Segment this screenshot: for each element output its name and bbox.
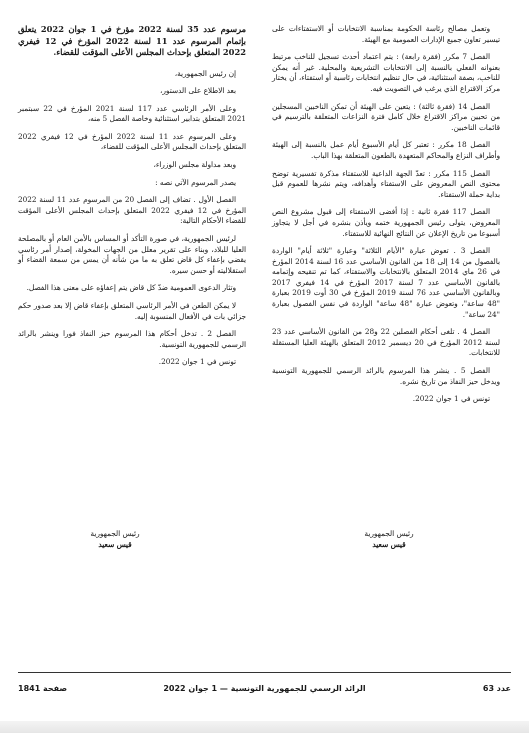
signature-block bbox=[329, 528, 449, 550]
paragraph: وعلى المرسوم عدد 11 لسنة 2022 المؤرخ في 12 فيفري 2022 المتعلق بإحداث المجلس الأعلى المؤقت للقضاء، bbox=[18, 131, 246, 152]
paragraph: الفصل الأول . تضاف إلى الفصل 20 من المرسوم عدد 11 لسنة 2022 المؤرخ في 12 فيفري 2022 المتعلق بإحداث المجلس الأعلى المؤقت للقضاء الأحكام التالية: bbox=[18, 195, 246, 226]
footer-divider bbox=[18, 672, 511, 673]
left-column bbox=[18, 24, 246, 375]
paragraph: الفصل 115 مكرر : تعدّ الجهة الداعية للاستفتاء مذكرة تفسيرية توضح محتوى النص المعروض على الاستفتاء وأهدافه، ويتم نشرها للعموم قبل بداية حملة الاستفتاء. bbox=[272, 168, 500, 199]
issue-number: عدد 63 bbox=[482, 684, 511, 693]
paragraph: الفصل 5 . ينشر هذا المرسوم بالرائد الرسمي للجمهورية التونسية ويدخل حيز النفاذ من تاريخ نشره. bbox=[272, 366, 500, 386]
paragraph: لا يمكن الطعن في الأمر الرئاسي المتعلق بإعفاء قاض إلا بعد صدور حكم جزائي بات في الأفعال المنسوبة إليه. bbox=[18, 301, 246, 321]
paragraph: وتعمل مصالح رئاسة الحكومة بمناسبة الانتخابات أو الاستفتاءات على تيسير تعاون جميع الإدارات العمومية مع الهيئة. bbox=[272, 24, 500, 44]
paragraph: الفصل 3 . تعوض عبارة "الأيام الثلاثة" وعبارة "ثلاثة أيام" الواردة بالفصول من 14 إلى 18 من القانون الأساسي عدد 16 لسنة 2014 المؤرخ في 26 ماي 2014 المتعلق بالانتخابات والاستفتاء، كما تم تنقيحه وإتمامه بالقانون الأساسي عدد 7 لسنة 2017 المؤرخ في 14 فيفري 2017 وبالقانون الأساسي عدد 76 لسنة 2019 المؤرخ في 30 أوت 2019 بعبارة "48 ساعة"، وتعوض عبارة "48 ساعة" الواردة في نفس الفصول بعبارة "24 ساعة". bbox=[272, 246, 501, 319]
signature-block bbox=[55, 528, 175, 550]
paragraph: إن رئيس الجمهورية، bbox=[174, 68, 236, 78]
decree-title: مرسوم عدد 35 لسنة 2022 مؤرخ في 1 جوان 2022 يتعلق بإتمام المرسوم عدد 11 لسنة 2022 المؤرخ في 12 فيفري 2022 المتعلق بإحداث المجلس الأعلى المؤقت للقضاء. bbox=[18, 24, 246, 57]
page-edge bbox=[0, 721, 529, 733]
signature-title: رئيس الجمهورية bbox=[90, 529, 140, 538]
paragraph: الفصل 2 . تدخل أحكام هذا المرسوم حيز النفاذ فورا وينشر بالرائد الرسمي للجمهورية التونسية. bbox=[18, 329, 246, 349]
paragraph: وبعد مداولة مجلس الوزراء، bbox=[153, 160, 236, 170]
paragraph: وعلى الأمر الرئاسي عدد 117 لسنة 2021 المؤرخ في 22 سبتمبر 2021 المتعلق بتدابير استثنائية وخاصة الفصل 5 منه، bbox=[18, 103, 246, 124]
paragraph: لرئيس الجمهورية، في صورة التأكد أو المساس بالأمن العام أو بالمصلحة العليا للبلاد، وبناء على تقرير معلل من الجهات المخولة، إصدار أمر رئاسي يقضي بإعفاء كل قاض تعلق به ما من شأنه أن يمس من سمعة القضاء أو استقلاليته أو حسن سيره. bbox=[18, 234, 246, 275]
date-line: تونس في 1 جوان 2022. bbox=[412, 394, 490, 404]
right-column bbox=[272, 24, 500, 412]
paragraph: الفصل 18 مكرر : تعتبر كل أيام الأسبوع أيام عمل بالنسبة إلى الهيئة وأطراف النزاع والمحاكم المتعهدة بالطعون المتعلقة بهذا الباب. bbox=[272, 140, 500, 160]
paragraph: بعد الاطلاع على الدستور، bbox=[160, 86, 236, 96]
journal-title: الرائد الرسمي للجمهورية التونسية — 1 جوان 2022 bbox=[163, 684, 366, 693]
paragraph: الفصل 7 مكرر (فقرة رابعة) : يتم اعتماد أحدث تسجيل للناخب مرتبط بعنوانه الفعلي بالنسبة إلى الانتخابات التشريعية والمحلية. غير أنه يمكن للناخب، بصفة استثنائية، في حال تنظيم انتخابات رئاسية أو استفتاء، أن يختار مركز الاقتراع الذي يرغب في التصويت فيه. bbox=[272, 52, 500, 93]
paragraph: الفصل 14 (فقرة ثالثة) : يتعين على الهيئة أن تمكن الناخبين المسجلين من تحيين مراكز الاقتراع خلال كامل فترة النزاعات المتعلقة بالترسيم في قائمات الناخبين. bbox=[272, 101, 500, 132]
paragraph: وتثار الدعوى العمومية ضدّ كل قاض يتم إعفاؤه على معنى هذا الفصل. bbox=[26, 283, 236, 293]
paragraph: الفصل 117 فقرة ثانية : إذا أفضى الاستفتاء إلى قبول مشروع النص المعروض، يتولى رئيس الجمهورية ختمه ويأذن بنشره في أجل لا يتجاوز أسبوعا من تاريخ الإعلان عن النتائج النهائية للاستفتاء. bbox=[272, 207, 500, 238]
signature-name: قيس سعيد bbox=[372, 540, 406, 549]
page-number: صفحة 1841 bbox=[18, 684, 68, 693]
paragraph: الفصل 4 . تلغى أحكام الفصلين 22 و28 من القانون الأساسي عدد 23 لسنة 2012 المؤرخ في 20 ديسمبر 2012 المتعلق بالهيئة العليا المستقلة للانتخابات. bbox=[272, 327, 500, 358]
signature-title: رئيس الجمهورية bbox=[364, 529, 414, 538]
signature-name: قيس سعيد bbox=[98, 540, 132, 549]
paragraph: يصدر المرسوم الآتي نصه : bbox=[155, 177, 236, 187]
date-line: تونس في 1 جوان 2022. bbox=[158, 357, 236, 367]
